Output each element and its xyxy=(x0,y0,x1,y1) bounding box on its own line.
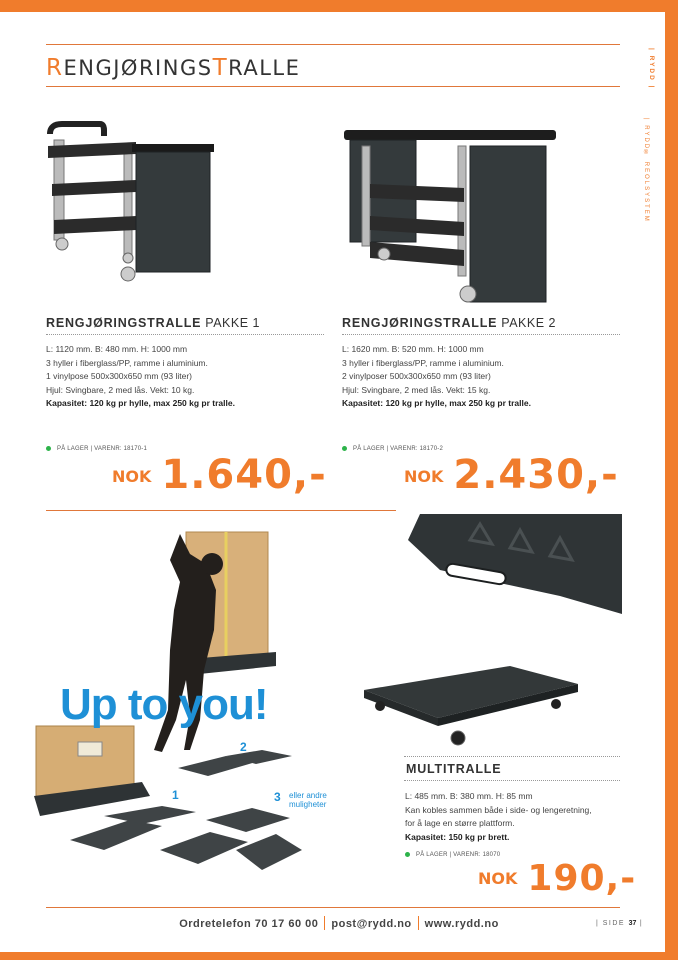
side-brand: | RYDD | xyxy=(648,48,655,90)
footer-separator xyxy=(418,916,419,930)
right-border xyxy=(665,0,678,960)
promo-alternatives xyxy=(289,791,327,809)
page-label-end: | xyxy=(639,920,644,927)
product-1-spec-bags: 1 vinylpose 500x300x650 mm (93 liter) xyxy=(46,371,192,381)
promo-alt-line-1: eller andre xyxy=(289,791,327,800)
product-1-price xyxy=(112,452,327,498)
product-3-divider-top xyxy=(404,756,620,757)
page-title xyxy=(46,55,300,81)
bottom-border xyxy=(0,952,678,960)
product-2-name: RENGJØRINGSTRALLE xyxy=(342,316,498,330)
product-2-divider xyxy=(342,334,620,335)
product-3-stock-label: PÅ LAGER | VARENR: 18070 xyxy=(416,852,501,859)
product-3-amount: 190,- xyxy=(527,858,637,899)
product-2-spec-shelves: 3 hyller i fiberglass/PP, ramme i aluminium. xyxy=(342,357,504,368)
product-2-amount: 2.430,- xyxy=(453,452,619,498)
title-cap-t: T xyxy=(212,55,229,81)
side-system: | RYDD® REOLSYSTEM xyxy=(643,118,649,223)
product-3-spec-connect: Kan kobles sammen både i side- og lengeretning, xyxy=(405,804,592,815)
product-1-spec-wheels: Hjul: Svingbare, 2 med lås. Vekt: 10 kg. xyxy=(46,384,195,395)
product-1-name: RENGJØRINGSTRALLE xyxy=(46,316,202,330)
promo-alt-line-2: muligheter xyxy=(289,800,327,809)
promo-step-3: 3 xyxy=(274,790,281,804)
product-2-pack: PAKKE 2 xyxy=(501,316,556,330)
footer-separator xyxy=(324,916,325,930)
section-divider-rule xyxy=(46,510,396,511)
in-stock-dot-icon xyxy=(46,446,51,451)
product-3-name: MULTITRALLE xyxy=(406,762,502,776)
footer-website[interactable]: www.rydd.no xyxy=(424,918,499,930)
promo-step-1: 1 xyxy=(172,788,179,802)
footer-email[interactable]: post@rydd.no xyxy=(331,918,412,930)
trolley-pakke1-image xyxy=(40,118,220,290)
header-top-rule xyxy=(46,44,620,45)
in-stock-dot-icon xyxy=(405,852,410,857)
footer-rule xyxy=(46,907,620,908)
promo-step-2: 2 xyxy=(240,740,247,754)
product-3-title xyxy=(406,762,501,776)
title-cap-r: R xyxy=(46,55,64,81)
product-1-currency: NOK xyxy=(112,467,152,486)
product-2-title xyxy=(342,316,556,330)
product-1-specs xyxy=(46,343,326,411)
product-3-specs xyxy=(405,790,625,844)
product-2-capacity: Kapasitet: 120 kg pr hylle, max 250 kg pr tralle. xyxy=(342,398,531,408)
product-1-stock-label: PÅ LAGER | VARENR: 18170-1 xyxy=(57,446,148,453)
title-part-2: RALLE xyxy=(228,56,301,80)
product-1-title xyxy=(46,316,260,330)
product-1-capacity: Kapasitet: 120 kg pr hylle, max 250 kg pr tralle. xyxy=(46,398,235,408)
product-1-pack: PAKKE 1 xyxy=(205,316,260,330)
product-2-price xyxy=(404,452,619,498)
title-part-1: ENGJØRINGS xyxy=(63,56,213,80)
product-3-capacity: Kapasitet: 150 kg pr brett. xyxy=(405,831,510,842)
product-1-amount: 1.640,- xyxy=(161,452,327,498)
product-3-divider xyxy=(404,780,620,781)
footer-phone[interactable]: Ordretelefon 70 17 60 00 xyxy=(179,918,319,930)
product-2-stock-label: PÅ LAGER | VARENR: 18170-2 xyxy=(353,446,444,453)
multitralle-closeup-image xyxy=(400,510,622,620)
product-3-spec-platform: for å lage en større plattform. xyxy=(405,818,515,828)
product-2-specs xyxy=(342,343,622,411)
product-2-spec-wheels: Hjul: Svingbare, 2 med lås. Vekt: 15 kg. xyxy=(342,384,491,395)
product-2-spec-bags: 2 vinylposer 500x300x650 mm (93 liter) xyxy=(342,371,491,381)
page-number xyxy=(596,920,643,927)
promo-headline: Up to you! xyxy=(60,680,268,729)
product-2-spec-dimensions: L: 1620 mm. B: 520 mm. H: 1000 mm xyxy=(342,344,484,354)
product-1-spec-dimensions: L: 1120 mm. B: 480 mm. H: 1000 mm xyxy=(46,344,188,354)
footer-contact xyxy=(0,916,678,930)
product-3-price xyxy=(478,858,636,899)
header-bottom-rule xyxy=(46,86,620,87)
product-2-currency: NOK xyxy=(404,467,444,486)
product-3-spec-dimensions: L: 485 mm. B: 380 mm. H: 85 mm xyxy=(405,791,533,801)
page-number-value: 37 xyxy=(628,920,637,927)
multitralle-image xyxy=(360,660,582,750)
product-3-currency: NOK xyxy=(478,869,518,888)
trolley-pakke2-image xyxy=(340,126,562,306)
product-1-divider xyxy=(46,334,324,335)
top-border xyxy=(0,0,678,12)
page-label: | SIDE xyxy=(596,920,626,927)
in-stock-dot-icon xyxy=(342,446,347,451)
product-1-spec-shelves: 3 hyller i fiberglass/PP, ramme i aluminium. xyxy=(46,357,208,368)
